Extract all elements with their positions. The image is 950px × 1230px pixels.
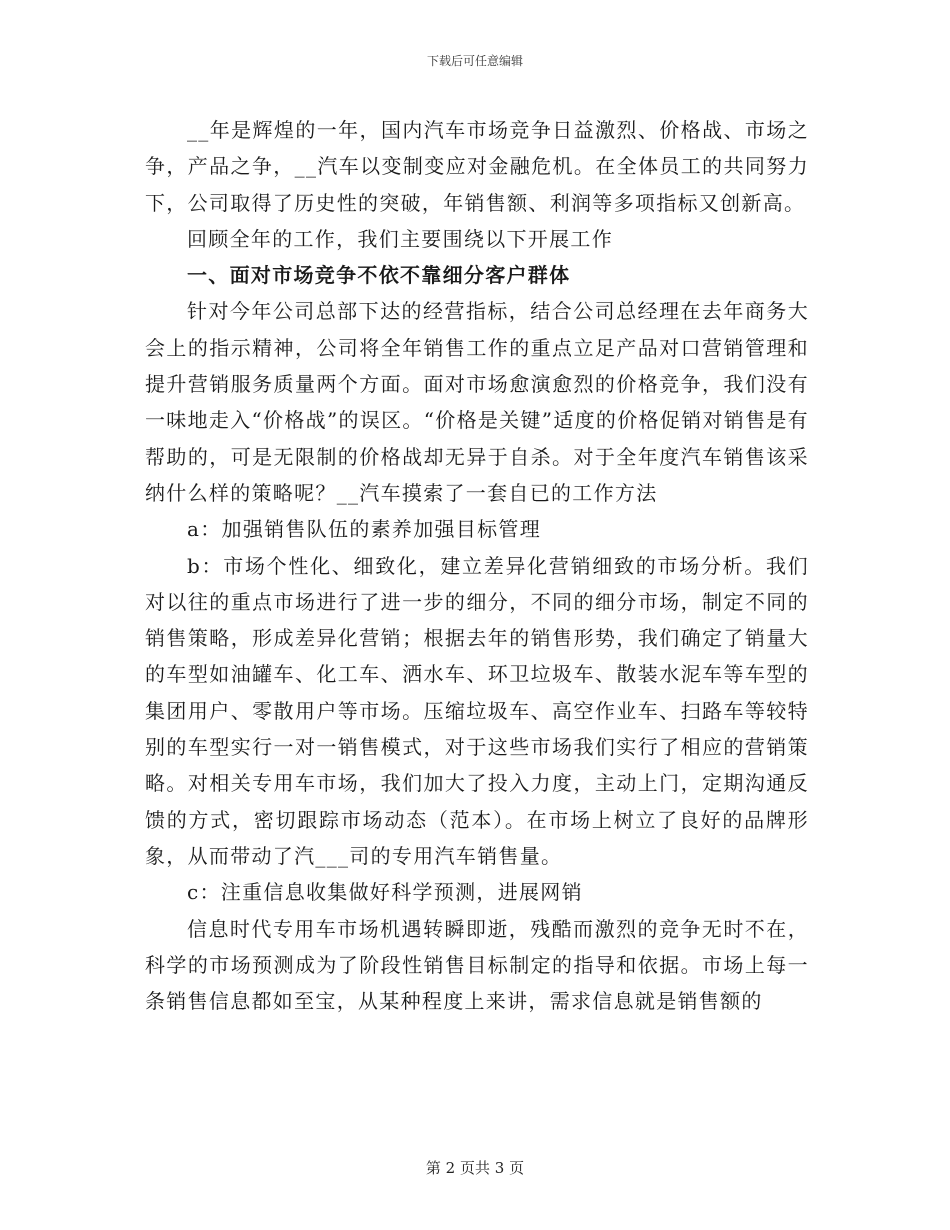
document-body xyxy=(145,112,809,1019)
paragraph-item-c: c：注重信息收集做好科学预测，进展网销 xyxy=(187,880,583,905)
paragraph-intro: __年是辉煌的一年，国内汽车市场竞争日益激烈、价格战、市场之争，产品之争，__汽车以变制变应对金融危机。在全体员工的共同努力下，公司取得了历史性的突破，年销售额、利润等多项指标又创新高。 xyxy=(145,118,809,215)
paragraph-item-b: b：市场个性化、细致化，建立差异化营销细致的市场分析。我们对以往的重点市场进行了进一步的细分，不同的细分市场，制定不同的销售策略，形成差异化营销；根据去年的销售形势，我们确定了销量大的车型如油罐车、化工车、洒水车、环卫垃圾车、散装水泥车等车型的集团用户、零散用户等市场。压缩垃圾车、高空作业车、扫路车等较特别的车型实行一对一销售模式，对于这些市场我们实行了相应的营销策略。对相关专用车市场，我们加大了投入力度，主动上门，定期沟通反馈的方式，密切跟踪市场动态（范本）。在市场上树立了良好的品牌形象，从而带动了汽___司的专用汽车销售量。 xyxy=(145,553,809,868)
page-footer-pagination: 第 2 页共 3 页 xyxy=(425,1159,525,1177)
section-heading-1: 一、面对市场竞争不依不靠细分客户群体 xyxy=(187,263,571,288)
paragraph-review: 回顾全年的工作，我们主要围绕以下开展工作 xyxy=(187,226,613,251)
paragraph-strategy: 针对今年公司总部下达的经营指标，结合公司总经理在去年商务大会上的指示精神，公司将全年销售工作的重点立足产品对口营销管理和提升营销服务质量两个方面。面对市场愈演愈烈的价格竞争，我们没有一味地走入“价格战”的误区。“价格是关键”适度的价格促销对销售是有帮助的，可是无限制的价格战却无异于自杀。对于全年度汽车销售该采纳什么样的策略呢？__汽车摸索了一套自已的工作方法 xyxy=(145,299,809,505)
page-header-note: 下载后可任意编辑 xyxy=(426,54,523,68)
paragraph-information: 信息时代专用车市场机遇转瞬即逝，残酷而激烈的竞争无时不在，科学的市场预测成为了阶段性销售目标制定的指导和依据。市场上每一条销售信息都如至宝，从某种程度上来讲，需求信息就是销售额的 xyxy=(145,916,809,1014)
paragraph-item-a: a：加强销售队伍的素养加强目标管理 xyxy=(187,517,542,542)
